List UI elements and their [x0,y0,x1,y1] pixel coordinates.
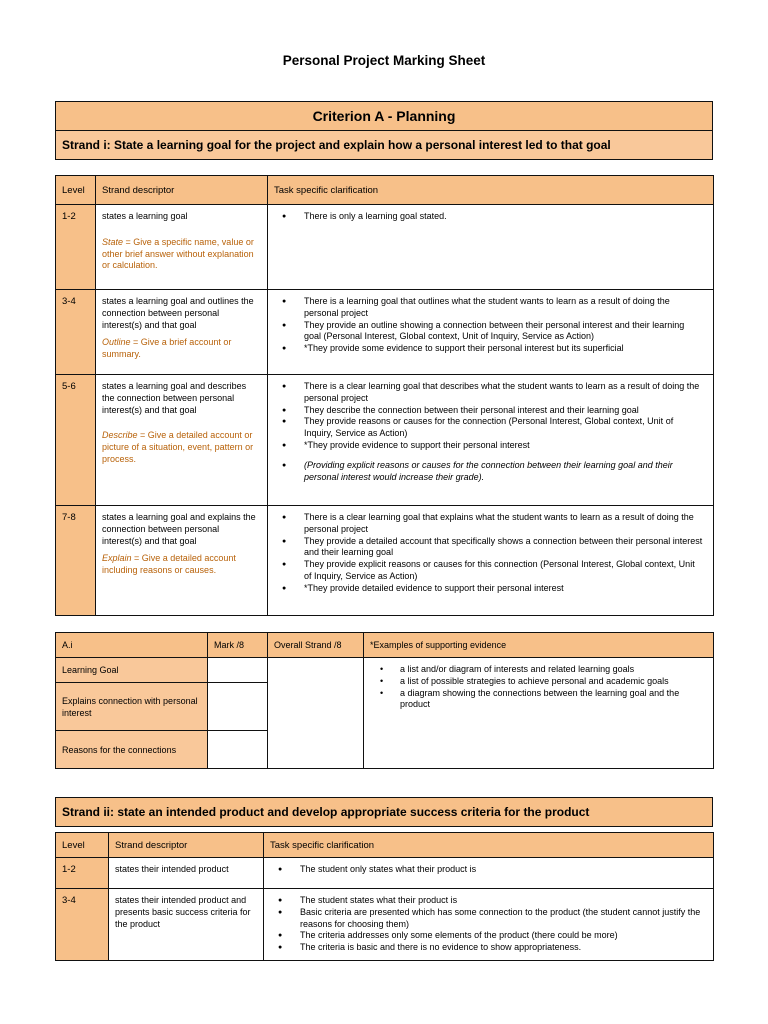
command-term-definition: Describe = Give a detailed account or picture of a situation, event, pattern or process. [102,430,254,464]
level-cell: 3-4 [56,290,96,375]
list-item-note: ● (Providing explicit reasons or causes for the connection between their learning goal and their personal interest would increase their grade). [282,459,673,482]
list-item: ● There is a learning goal that outlines what the student wants to learn as a result of doing the personal project [282,296,670,318]
col-descriptor: Strand descriptor [109,833,264,858]
table-row [56,858,714,889]
strand-ii-title: Strand ii: state an intended product and develop appropriate success criteria for the product [56,798,713,827]
col-overall: Overall Strand /8 [268,633,364,658]
criterion-a-title: Criterion A - Planning [56,102,713,131]
list-item: ● They provide a detailed account that specifically shows a connection between their personal interest and their learning goal [282,535,703,558]
col-examples: *Examples of supporting evidence [364,633,714,658]
strand-ii-header [55,797,713,827]
list-item: ● *They provide detailed evidence to support their personal interest [282,582,564,593]
col-level: Level [56,176,96,205]
level-cell: 1-2 [56,205,96,290]
item-label: Explains connection with personal interest [56,683,208,731]
mark-input[interactable] [208,683,268,731]
list-item: ● *They provide evidence to support their personal interest [282,439,530,450]
mark-input[interactable] [208,731,268,769]
level-cell: 1-2 [56,858,109,889]
descriptor-text: states a learning goal and outlines the connection between personal interest(s) and that goal [102,296,254,330]
list-item: ● They provide explicit reasons or causes for this connection (Personal Interest, Global context, Unit of Inquiry, Service as Action) [282,559,695,581]
descriptor-text: states a learning goal and explains the connection between personal interest(s) and that goal [102,512,256,546]
col-descriptor: Strand descriptor [96,176,268,205]
descriptor-cell [96,205,268,290]
table-header-row [56,633,714,658]
list-item: ● Basic criteria are presented which has some connection to the product (the student cannot justify the reasons for choosing them) [278,906,701,929]
table-row [56,375,714,506]
list-item: ● There is a clear learning goal that explains what the student wants to learn as a result of doing the personal project [282,512,694,534]
command-term-definition: Explain = Give a detailed account including reasons or causes. [102,553,236,576]
level-cell: 3-4 [56,889,109,961]
task-cell [268,506,714,616]
col-level: Level [56,833,109,858]
col-strand: A.i [56,633,208,658]
examples-cell [364,658,714,769]
table-header-row [56,176,714,205]
list-item: ● *They provide some evidence to support their personal interest but its superficial [282,343,624,354]
descriptor-cell: states their intended product [109,858,264,889]
list-item: ● They provide reasons or causes for the connection (Personal Interest, Global context, Unit of Inquiry, Service as Action) [282,416,674,439]
list-item: ● There is only a learning goal stated. [282,211,447,221]
col-task: Task specific clarification [268,176,714,205]
table-row [56,506,714,616]
table-row [56,889,714,961]
list-item: ● There is a clear learning goal that describes what the student wants to learn as a result of doing the personal project [282,381,700,403]
list-item: • a diagram showing the connections between the learning goal and the product [380,687,680,710]
level-cell: 7-8 [56,506,96,616]
task-cell [264,889,714,961]
item-label: Learning Goal [56,658,208,683]
page-title: Personal Project Marking Sheet [282,53,486,68]
mark-input[interactable] [208,658,268,683]
list-item: ● The criteria is basic and there is no evidence to show appropriateness. [278,942,582,953]
table-row [56,658,714,683]
strand-i-title: Strand i: State a learning goal for the project and explain how a personal interest led to that goal [56,131,713,160]
descriptor-text: states a learning goal [102,211,188,221]
col-mark: Mark /8 [208,633,268,658]
level-cell: 5-6 [56,375,96,506]
task-cell [264,858,714,889]
descriptor-text: states a learning goal and describes the connection between personal interest(s) and that goal [102,381,247,415]
command-term-definition: Outline = Give a brief account or summary. [102,337,232,360]
list-item: ● They describe the connection between their personal interest and their learning goal [282,404,639,415]
descriptor-cell [96,375,268,506]
overall-strand-input[interactable] [268,658,364,769]
criterion-a-header [55,101,713,160]
table-header-row [56,833,714,858]
list-item: ● The student only states what their product is [278,864,477,874]
table-row [56,290,714,375]
item-label: Reasons for the connections [56,731,208,769]
command-term-definition: State = Give a specific name, value or other brief answer without explanation or calculation. [102,236,254,271]
descriptor-cell [96,506,268,616]
strand-i-rubric-table [55,175,714,616]
list-item: • a list of possible strategies to achieve personal and academic goals [380,675,669,686]
list-item: ● They provide an outline showing a connection between their personal interest and their learning goal (Personal Interest, Global context, Unit of Inquiry, Service as Action) [282,319,685,342]
list-item: • a list and/or diagram of interests and related learning goals [380,664,635,674]
table-row [56,205,714,290]
descriptor-cell: states their intended product and presents basic success criteria for the product [109,889,264,961]
col-task: Task specific clarification [264,833,714,858]
list-item: ● The criteria addresses only some elements of the product (there could be more) [278,930,618,941]
strand-ii-rubric-table [55,832,714,961]
task-cell [268,205,714,290]
descriptor-cell [96,290,268,375]
task-cell [268,290,714,375]
list-item: ● The student states what their product is [278,895,458,905]
strand-i-summary-table [55,632,714,769]
task-cell [268,375,714,506]
